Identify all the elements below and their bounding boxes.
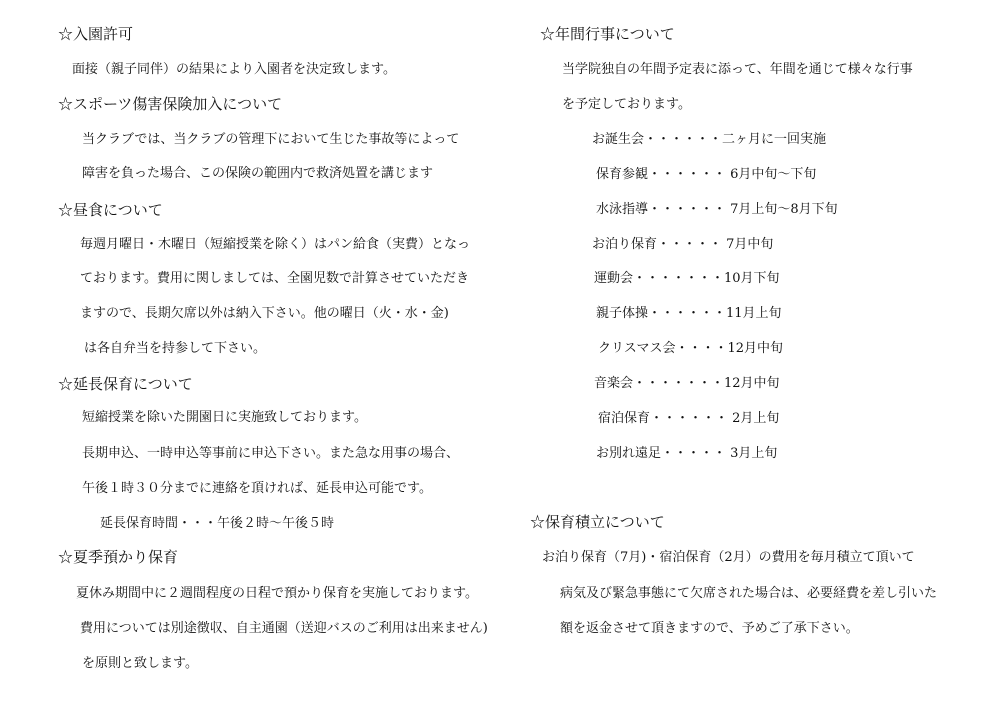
event-item: 運動会・・・・・・・10月下旬 <box>594 271 780 286</box>
summer-care-line: を原則と致します。 <box>82 656 198 671</box>
savings-heading: ☆保育積立について <box>530 513 665 531</box>
extended-care-hours: 延長保育時間・・・午後２時～午後５時 <box>100 516 335 531</box>
sports-insurance-line: 障害を負った場合、この保険の範囲内で救済処置を講じます <box>82 166 434 181</box>
event-item: 親子体操・・・・・・11月上旬 <box>596 306 782 321</box>
sports-insurance-heading: ☆スポーツ傷害保険加入について <box>58 95 283 113</box>
extended-care-heading: ☆延長保育について <box>58 375 193 393</box>
admission-heading: ☆入園許可 <box>58 25 134 43</box>
extended-care-line: 長期申込、一時申込等事前に申込下さい。また急な用事の場合、 <box>82 446 460 461</box>
sports-insurance-line: 当クラブでは、当クラブの管理下において生じた事故等によって <box>82 132 460 147</box>
extended-care-line: 午後１時３０分までに連絡を頂ければ、延長申込可能です。 <box>82 481 432 496</box>
annual-events-intro: を予定しております。 <box>562 97 691 112</box>
event-item: 宿泊保育・・・・・・ 2月上旬 <box>598 411 780 426</box>
extended-care-line: 短縮授業を除いた開園日に実施致しております。 <box>82 410 367 425</box>
summer-care-heading: ☆夏季預かり保育 <box>58 548 179 566</box>
lunch-heading: ☆昼食について <box>58 201 163 219</box>
event-item: 音楽会・・・・・・・12月中旬 <box>594 376 780 391</box>
savings-line: 額を返金させて頂きますので、予めご了承下さい。 <box>560 621 859 636</box>
event-item: お別れ遠足・・・・・ 3月上旬 <box>596 446 778 461</box>
annual-events-heading: ☆年間行事について <box>540 25 675 43</box>
savings-line: お泊り保育（7月)・宿泊保育（2月）の費用を毎月積立て頂いて <box>542 550 915 565</box>
event-item: 保育参観・・・・・・ 6月中旬～下旬 <box>596 167 817 182</box>
lunch-line: 毎週月曜日・木曜日（短縮授業を除く）はパン給食（実費）となっ <box>80 237 471 252</box>
event-item: 水泳指導・・・・・・ 7月上旬～8月下旬 <box>596 202 838 217</box>
summer-care-line: 費用については別途徴収、自主通園（送迎バスのご利用は出来ません) <box>80 621 488 636</box>
savings-line: 病気及び緊急事態にて欠席された場合は、必要経費を差し引いた <box>560 586 938 601</box>
right-column <box>500 0 970 706</box>
lunch-line: は各自弁当を持参して下さい。 <box>84 341 267 356</box>
lunch-line: ますので、長期欠席以外は納入下さい。他の曜日（火・水・金) <box>80 306 449 321</box>
annual-events-intro: 当学院独自の年間予定表に添って、年間を通じて様々な行事 <box>562 62 913 77</box>
admission-line: 面接（親子同伴）の結果により入園者を決定致します。 <box>72 62 396 77</box>
summer-care-line: 夏休み期間中に２週間程度の日程で預かり保育を実施しております。 <box>76 586 478 601</box>
event-item: クリスマス会・・・・12月中旬 <box>598 341 784 356</box>
lunch-line: ております。費用に関しましては、全園児数で計算させていただき <box>80 271 469 286</box>
left-column <box>0 0 488 706</box>
event-item: お誕生会・・・・・・二ヶ月に一回実施 <box>592 132 827 147</box>
event-item: お泊り保育・・・・・ 7月中旬 <box>592 237 774 252</box>
